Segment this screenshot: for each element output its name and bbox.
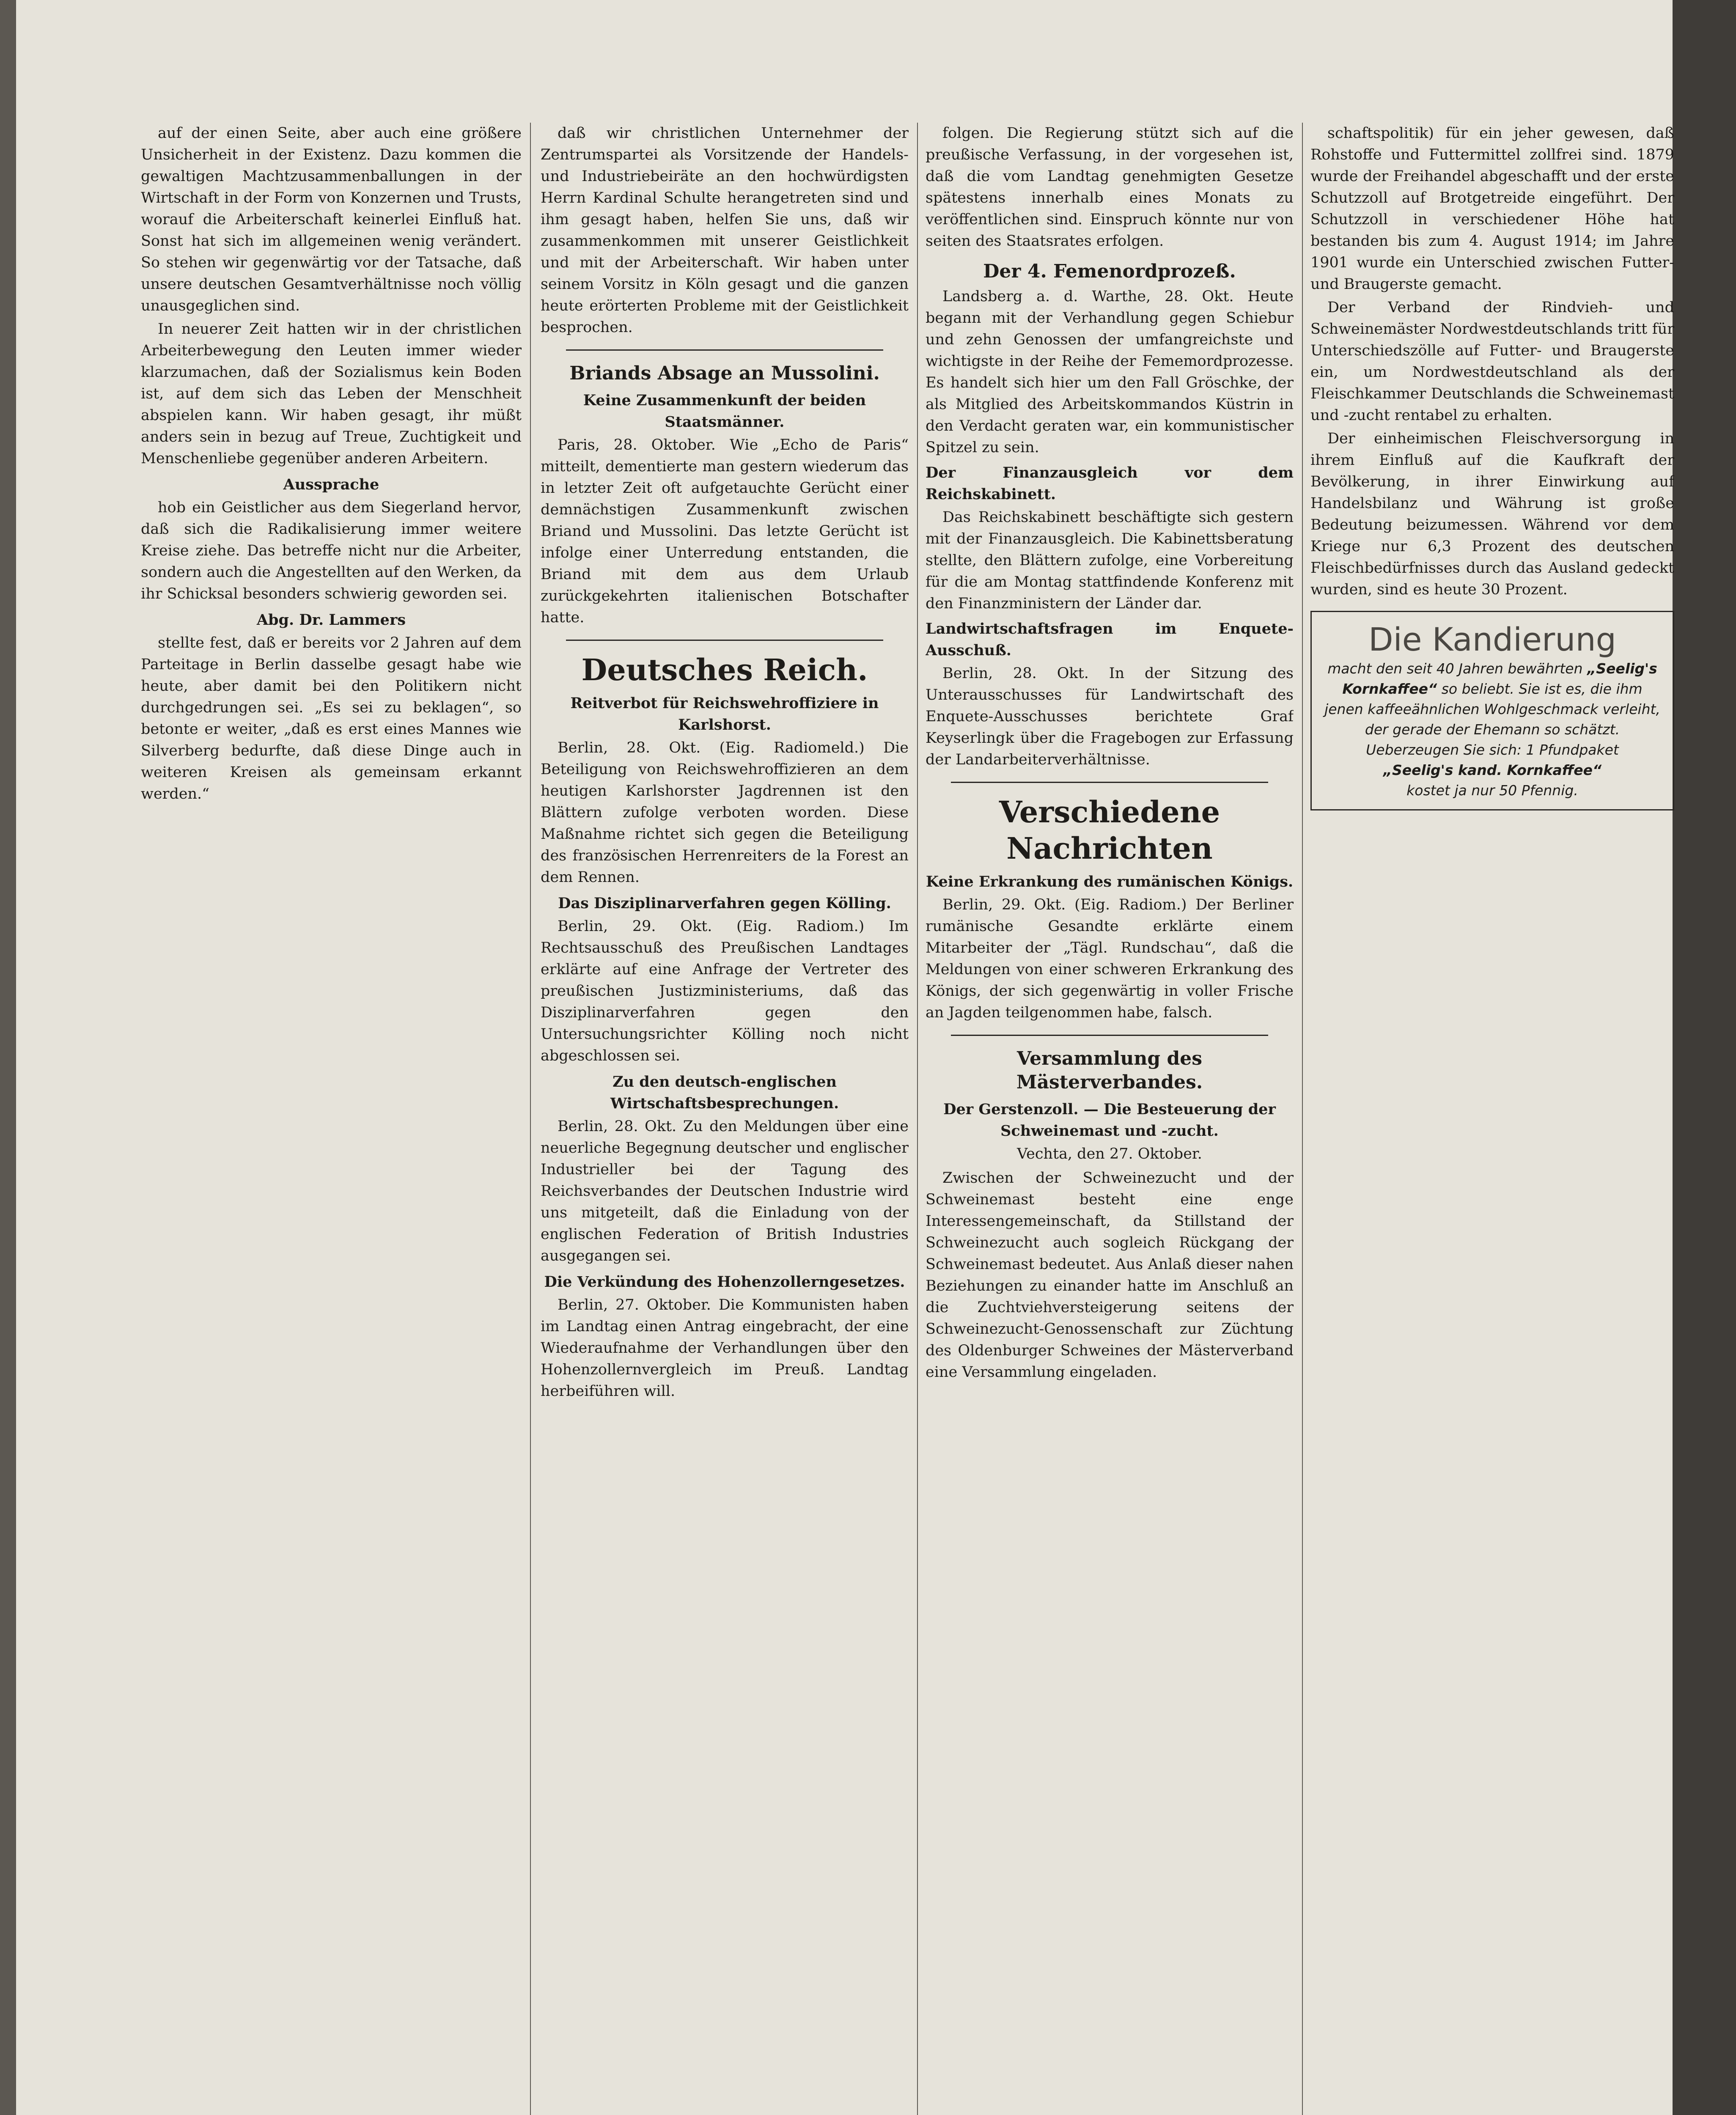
column-2 <box>541 123 909 2115</box>
scan-edge-left <box>0 0 16 2115</box>
article-paragraph: Berlin, 28. Okt. (Eig. Radiomeld.) Die Beteiligung von Reichswehroffizieren an dem heutigen Karlshorster Jagdrennen ist den Blättern zufolge verboten worden. Diese Maßnahme richtet sich gegen die Beteiligung des französischen Herrenreiters de la Forest an dem Rennen. <box>541 739 909 886</box>
section-title: Deutsches Reich. <box>581 652 868 687</box>
column-rule <box>530 123 531 2115</box>
article-subheadline: Keine Erkrankung des rumänischen Königs. <box>926 873 1294 890</box>
section-heading: Aussprache <box>283 476 379 493</box>
article-paragraph: Der einheimischen Fleischversorgung in ihrem Einfluß auf die Kaufkraft der Bevölkerung, in ihrer Einwirkung auf Handelsbilanz und Währung ist große Bedeutung beizumessen. Während vor dem Kriege nur 6,3 Prozent des deutschen Fleischbedürfnisses durch das Ausland gedeckt wurden, sind es heute 30 Prozent. <box>1310 430 1674 598</box>
column-4 <box>1310 123 1674 2115</box>
article-subheadline: Reitverbot für Reichswehroffiziere in Karlshorst. <box>570 695 879 733</box>
article-paragraph: schaftspolitik) für ein jeher gewesen, daß Rohstoffe und Futtermittel zollfrei sind. 1879 wurde der Freihandel abgeschafft und der erste Schutzzoll auf Brotgetreide eingeführt. Der Schutzzoll in verschiedener Höhe hat bestanden bis zum 4. August 1914; im Jahre 1901 wurde ein Unterschied zwischen Futter- und Braugerste gemacht. <box>1310 125 1674 293</box>
advertisement <box>1310 611 1674 810</box>
column-3 <box>926 123 1294 2115</box>
section-title: Verschiedene Nachrichten <box>999 794 1220 866</box>
divider <box>566 640 883 641</box>
article-paragraph: Berlin, 29. Okt. (Eig. Radiom.) Im Rechtsausschuß des Preußischen Landtages erklärte auf eine Anfrage der Vertreter des preußischen Justizministeriums, daß das Disziplinarverfahren gegen den Untersuchungsrichter Kölling noch nicht abgeschlossen sei. <box>541 918 909 1064</box>
article-subheadline: Der Gerstenzoll. — Die Besteuerung der Schweinemast und -zucht. <box>943 1101 1276 1140</box>
article-paragraph: Berlin, 29. Okt. (Eig. Radiom.) Der Berliner rumänische Gesandte erklärte einem Mitarbeiter der „Tägl. Rundschau“, daß die Meldungen von einer schweren Erkrankung des Königs, der sich gegenwärtig in voller Frische an Jagden teilgenommen habe, falsch. <box>926 896 1294 1021</box>
article-paragraph: auf der einen Seite, aber auch eine größere Unsicherheit in der Existenz. Dazu kommen die gewaltigen Machtzusammenballungen in der Wirtschaft in der Form von Konzernen und Trusts, worauf die Arbeiterschaft keinerlei Einfluß hat. Sonst hat sich im allgemeinen wenig verändert. So stehen wir gegenwärtig vor der Tatsache, daß unsere deutschen Gesamtverhältnisse noch völlig unausgeglichen sind. <box>141 125 522 314</box>
ad-price: kostet ja nur 50 Pfennig. <box>1406 782 1578 799</box>
article-subheadline: Das Disziplinarverfahren gegen Kölling. <box>558 895 891 912</box>
article-headline: Der 4. Femenordprozeß. <box>983 261 1236 282</box>
article-paragraph: Berlin, 27. Oktober. Die Kommunisten haben im Landtag einen Antrag eingebracht, der eine Wiederaufnahme der Verhandlungen über den Hohenzollernvergleich im Preuß. Landtag herbeiführen will. <box>541 1296 909 1400</box>
article-subheadline: Der Finanzausgleich vor dem Reichskabinett. <box>926 464 1294 503</box>
divider <box>566 349 883 351</box>
scan-edge-right <box>1673 0 1736 2115</box>
dateline: Vechta, den 27. Oktober. <box>1017 1145 1202 1162</box>
column-1 <box>141 123 522 2115</box>
article-paragraph: Berlin, 28. Okt. In der Sitzung des Unterausschusses für Landwirtschaft des Enquete-Ausschusses berichtete Graf Keyserlingk über die Fragebogen zur Erfassung der Landarbeiterverhältnisse. <box>926 665 1294 768</box>
ad-title: Die Kandierung <box>1368 621 1616 658</box>
ad-brand: „Seelig's Kornkaffee“ <box>1342 660 1657 697</box>
article-paragraph: Das Reichskabinett beschäftigte sich gestern mit der Finanzausgleich. Die Kabinettsberatung stellte, den Blättern zufolge, eine Vorbereitung für die am Montag stattfindende Konferenz mit den Finanzministern der Länder dar. <box>926 509 1294 612</box>
article-paragraph: Zwischen der Schweinezucht und der Schweinemast besteht eine enge Interessengemeinschaft, da Stillstand der Schweinezucht auch sogleich Rückgang der Schweinemast bedeutet. Aus Anlaß dieser nahen Beziehungen zu einander hatte im Anschluß an die Zuchtviehversteigerung seitens der Schweinezucht-Genossenschaft zur Züchtung des Oldenburger Schweines der Mästerverband eine Versammlung eingeladen. <box>926 1170 1294 1381</box>
article-paragraph: Berlin, 28. Okt. Zu den Meldungen über eine neuerliche Begegnung deutscher und englischer Industrieller bei der Tagung des Reichsverbandes der Deutschen Industrie wird uns mitgeteilt, daß die Einladung von der englischen Federation of British Industries ausgegangen sei. <box>541 1118 909 1264</box>
article-paragraph: hob ein Geistlicher aus dem Siegerland hervor, daß sich die Radikalisierung immer weitere Kreise ziehe. Das betreffe nicht nur die Arbeiter, sondern auch die Angestellten auf den Werken, da ihr Schicksal besonders schwierig geworden sei. <box>141 499 522 602</box>
article-subheadline: Die Verkündung des Hohenzollerngesetzes. <box>544 1273 905 1291</box>
article-subheadline: Keine Zusammenkunft der beiden Staatsmänner. <box>583 392 866 431</box>
divider <box>951 1035 1268 1036</box>
article-subheadline: Zu den deutsch-englischen Wirtschaftsbesprechungen. <box>610 1073 839 1112</box>
article-paragraph: folgen. Die Regierung stützt sich auf die preußische Verfassung, in der vorgesehen ist, daß die vom Landtag genehmigten Gesetze spätestens innerhalb eines Monats zu veröffentlichen sind. Einspruch könnte nur von seiten des Staatsrates erfolgen. <box>926 125 1294 250</box>
article-headline: Versammlung des Mästerverbandes. <box>1016 1048 1203 1093</box>
article-paragraph: daß wir christlichen Unternehmer der Zentrumspartei als Vorsitzende der Handels- und Industriebeiräte an den hochwürdigsten Herrn Kardinal Schulte herangetreten sind und ihm gesagt haben, helfen Sie uns, daß wir zusammenkommen mit unserer Geistlichkeit und mit der Arbeiterschaft. Wir haben unter seinem Vorsitz in Köln gesagt und die ganzen heute erörterten Probleme mit der Geistlichkeit besprochen. <box>541 125 909 336</box>
divider <box>951 782 1268 783</box>
article-paragraph: Der Verband der Rindvieh- und Schweinemäster Nordwestdeutschlands tritt für Unterschiedszölle auf Futter- und Braugerste ein, um Nordwestdeutschland als der Fleischkammer Deutschlands die Schweinemast und -zucht rentabel zu erhalten. <box>1310 299 1674 424</box>
article-paragraph: stellte fest, daß er bereits vor 2 Jahren auf dem Parteitage in Berlin dasselbe gesagt habe wie heute, aber damit bei den Politikern nicht durchgedrungen sei. „Es sei zu beklagen“, so betonte er weiter, „daß es erst eines Mannes wie Silverberg bedurfte, daß diese Dinge auch in weiteren Kreisen als gemeinsam erkannt werden.“ <box>141 634 522 802</box>
ad-text: macht den seit 40 Jahren bewährten <box>1327 660 1583 677</box>
ad-text: so beliebt. Sie ist es, die ihm jenen kaffeeähnlichen Wohlgeschmack verleiht, der gerade der Ehemann so schätzt. Ueberzeugen Sie sich: 1 Pfundpaket <box>1324 681 1660 758</box>
article-paragraph: In neuerer Zeit hatten wir in der christlichen Arbeiterbewegung den Leuten immer wieder klarzumachen, daß der Sozialismus kein Boden ist, auf dem sich das Leben der Menschheit abspielen kann. Wir haben gesagt, ihr müßt anders sein in bezug auf Treue, Zuchtigkeit und Menschenliebe gegenüber anderen Arbeitern. <box>141 321 522 467</box>
article-headline: Briands Absage an Mussolini. <box>569 363 880 384</box>
newspaper-page <box>16 0 1673 2115</box>
article-paragraph: Landsberg a. d. Warthe, 28. Okt. Heute begann mit der Verhandlung gegen Schiebur und zehn Genossen der umfangreichste und wichtigste in der Reihe der Fememordprozesse. Es handelt sich hier um den Fall Gröschke, der als Mitglied des Arbeitskommandos Küstrin in den Verdacht geraten war, ein kommunistischer Spitzel zu sein. <box>926 288 1294 456</box>
article-paragraph: Paris, 28. Oktober. Wie „Echo de Paris“ mitteilt, dementierte man gestern wiederum das in letzter Zeit oft aufgetauchte Gerücht einer demnächstigen Zusammenkunft zwischen Briand und Mussolini. Das letzte Gerücht ist infolge einer Unterredung entstanden, die Briand mit dem aus dem Urlaub zurückgekehrten italienischen Botschafter hatte. <box>541 437 909 626</box>
section-heading: Abg. Dr. Lammers <box>256 611 406 629</box>
column-rule <box>1302 123 1303 2115</box>
ad-brand: „Seelig's kand. Kornkaffee“ <box>1383 762 1602 778</box>
article-subheadline: Landwirtschaftsfragen im Enquete-Ausschuß. <box>926 620 1294 659</box>
column-rule <box>917 123 918 2115</box>
